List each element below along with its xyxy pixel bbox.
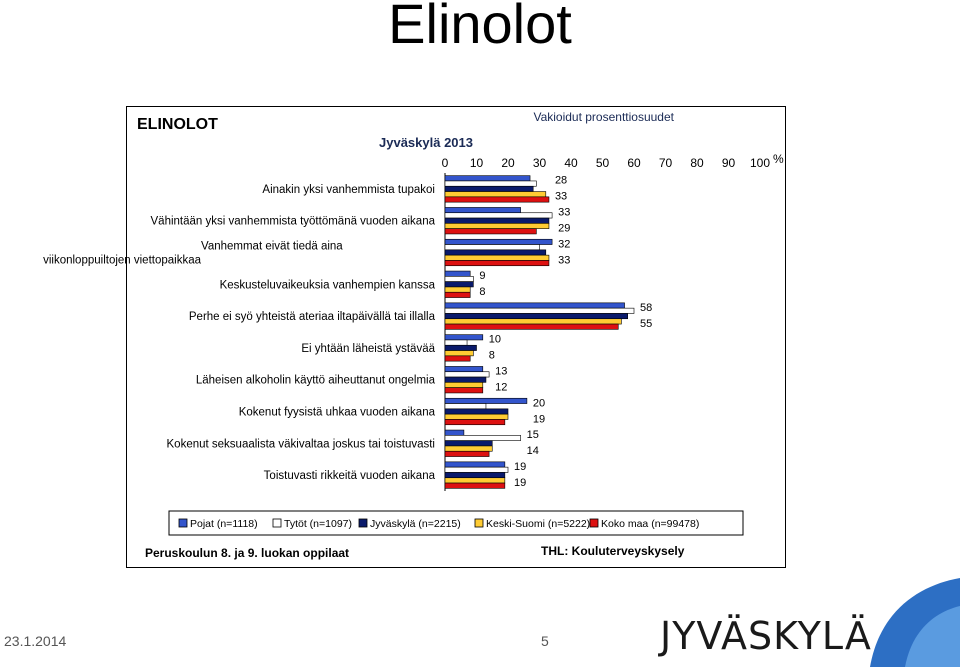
- legend: [179, 518, 699, 530]
- bar: [445, 435, 521, 440]
- category-label: Vähintään yksi vanhemmista työttömänä vuoden aikana: [150, 215, 435, 228]
- x-tick-label: 60: [627, 156, 641, 170]
- bar: [445, 218, 549, 223]
- bar: [445, 409, 508, 414]
- category-label: Läheisen alkoholin käyttö aiheuttanut ongelmia: [195, 374, 435, 387]
- bar: [445, 223, 549, 228]
- footer-date: 23.1.2014: [4, 633, 67, 649]
- value-label: 33: [558, 206, 571, 219]
- legend-swatch: [475, 519, 483, 527]
- bar: [445, 319, 621, 324]
- bar: [445, 239, 552, 244]
- legend-label: Jyväskylä (n=2215): [370, 518, 461, 530]
- category-label: Keskusteluvaikeuksia vanhempien kanssa: [219, 279, 435, 292]
- bar: [445, 356, 470, 361]
- bar: [445, 192, 546, 197]
- bar: [445, 377, 486, 382]
- bar: [445, 404, 486, 409]
- bar: [445, 419, 505, 424]
- bar: [445, 335, 483, 340]
- chart-heading: ELINOLOT: [137, 116, 218, 133]
- bar: [445, 229, 536, 234]
- value-label: 8: [479, 286, 486, 299]
- bar: [445, 255, 549, 260]
- value-label: 19: [514, 476, 527, 489]
- value-label: 8: [488, 349, 495, 362]
- value-label: 9: [479, 270, 486, 283]
- bar: [445, 260, 549, 265]
- bar: [445, 340, 467, 345]
- bar: [445, 472, 505, 477]
- bar: [445, 451, 489, 456]
- value-label: 13: [495, 365, 508, 378]
- legend-swatch: [273, 519, 281, 527]
- x-tick-label: 100: [749, 156, 771, 170]
- unit-label: %: [773, 152, 784, 166]
- bar: [445, 186, 533, 191]
- chart-note: Vakioidut prosenttiosuudet: [533, 110, 674, 124]
- x-tick-label: 70: [658, 156, 673, 170]
- legend-label: Keski-Suomi (n=5222): [486, 518, 591, 530]
- bar: [445, 483, 505, 488]
- x-tick-label: 0: [441, 156, 449, 170]
- bar: [445, 366, 483, 371]
- x-tick-label: 40: [564, 156, 578, 170]
- value-label: 14: [526, 445, 539, 458]
- bar: [445, 462, 505, 467]
- value-label: 33: [558, 254, 571, 267]
- bar: [445, 282, 473, 287]
- bar: [445, 351, 473, 356]
- bar: [445, 388, 483, 393]
- value-label: 12: [495, 381, 508, 394]
- bar: [445, 271, 470, 276]
- bar: [445, 430, 464, 435]
- value-label: 19: [532, 413, 546, 426]
- value-label: 55: [640, 317, 653, 330]
- x-tick-label: 30: [532, 156, 547, 170]
- legend-swatch: [359, 519, 367, 527]
- value-label: 10: [488, 333, 502, 346]
- bar: [445, 308, 634, 313]
- bar: [445, 207, 521, 212]
- legend-label: Koko maa (n=99478): [601, 518, 700, 530]
- bar: [445, 478, 505, 483]
- value-label: 32: [558, 238, 571, 251]
- bar: [445, 176, 530, 181]
- bar: [445, 213, 552, 218]
- value-label: 33: [554, 190, 568, 203]
- bar: [445, 250, 546, 255]
- value-label: 19: [514, 460, 527, 473]
- jyvaskyla-logo: JYVÄSKYLÄ: [660, 614, 872, 658]
- chart-subtitle: Jyväskylä 2013: [379, 135, 473, 150]
- value-label: 58: [640, 301, 653, 314]
- category-label: Ainakin yksi vanhemmista tupakoi: [262, 183, 435, 196]
- category-label: Kokenut seksuaalista väkivaltaa joskus tai toistuvasti: [166, 438, 435, 451]
- footer-right-text: THL: Kouluterveyskysely: [541, 544, 685, 558]
- value-label: 20: [532, 397, 546, 410]
- category-label: Ei yhtään läheistä ystävää: [301, 342, 435, 355]
- legend-label: Pojat (n=1118): [190, 518, 258, 530]
- bar: [445, 324, 618, 329]
- footer-left-text: Peruskoulun 8. ja 9. luokan oppilaat: [145, 546, 350, 560]
- bar: [445, 446, 492, 451]
- value-label: 28: [554, 174, 568, 187]
- bar: [445, 441, 492, 446]
- bar: [445, 245, 540, 250]
- page-number: 5: [541, 633, 549, 649]
- x-tick-label: 10: [469, 156, 484, 170]
- bar: [445, 313, 628, 318]
- bar: [445, 287, 470, 292]
- bar-chart: [43, 107, 785, 567]
- bar: [445, 398, 527, 403]
- x-tick-label: 80: [690, 156, 704, 170]
- category-label: Vanhemmat eivät tiedä aina viikonloppuiltojen viettopaikkaa: [43, 240, 343, 267]
- bar: [445, 372, 489, 377]
- legend-swatch: [179, 519, 187, 527]
- value-label: 29: [558, 222, 571, 235]
- category-label: Kokenut fyysistä uhkaa vuoden aikana: [238, 406, 435, 419]
- bar: [445, 345, 477, 350]
- slide-title: Elinolot: [388, 0, 572, 55]
- bar: [445, 382, 483, 387]
- chart-frame: [43, 106, 786, 568]
- legend-swatch: [590, 519, 598, 527]
- bar: [445, 303, 625, 308]
- bars: [445, 176, 634, 489]
- x-tick-label: 50: [595, 156, 610, 170]
- bar: [445, 181, 536, 186]
- x-tick-label: 90: [721, 156, 736, 170]
- legend-label: Tytöt (n=1097): [284, 518, 352, 530]
- bar: [445, 292, 470, 297]
- bar: [445, 197, 549, 202]
- bar: [445, 467, 508, 472]
- bar: [445, 414, 508, 419]
- category-label: Perhe ei syö yhteistä ateriaa iltapäivällä tai illalla: [188, 311, 435, 324]
- bar: [445, 276, 473, 281]
- value-label: 15: [526, 429, 539, 442]
- x-tick-label: 20: [501, 156, 515, 170]
- category-label: Toistuvasti rikkeitä vuoden aikana: [263, 470, 435, 483]
